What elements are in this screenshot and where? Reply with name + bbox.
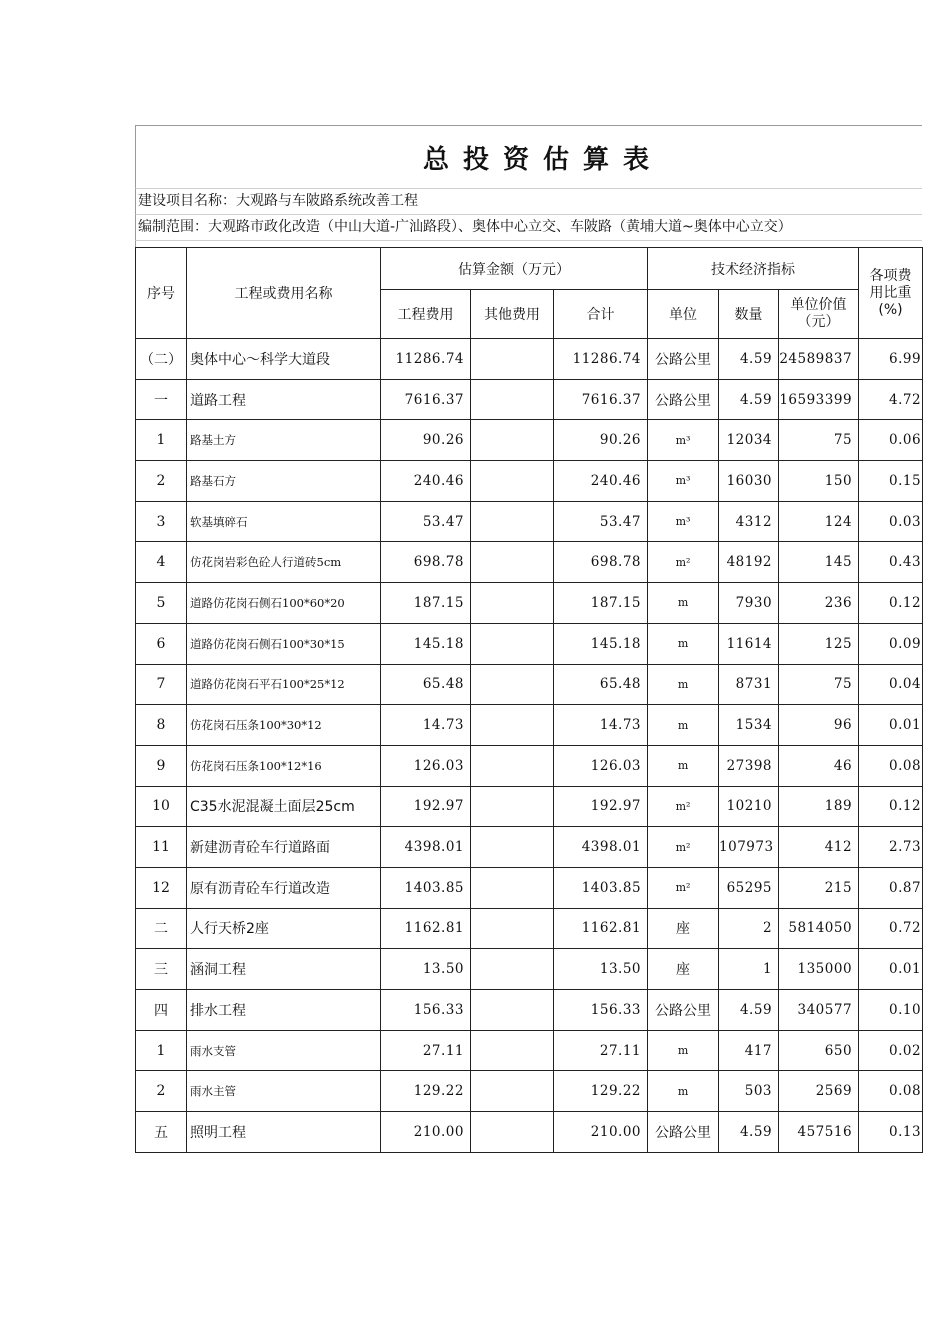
construction-cost-cell: 4398.01 bbox=[381, 827, 471, 868]
other-cost-cell bbox=[471, 1030, 554, 1071]
other-cost-cell bbox=[471, 1071, 554, 1112]
item-name-cell: 照明工程 bbox=[187, 1112, 381, 1153]
total-cell: 145.18 bbox=[554, 623, 648, 664]
other-cost-cell bbox=[471, 949, 554, 990]
unit-value-cell: 24589837 bbox=[779, 339, 859, 380]
table-row bbox=[136, 949, 923, 990]
quantity-cell: 7930 bbox=[719, 583, 779, 624]
table-row bbox=[136, 705, 923, 746]
construction-cost-cell: 13.50 bbox=[381, 949, 471, 990]
header-estimate-group: 估算金额（万元） bbox=[381, 248, 648, 290]
table-row bbox=[136, 623, 923, 664]
header-construction-cost: 工程费用 bbox=[381, 290, 471, 339]
quantity-cell: 4.59 bbox=[719, 990, 779, 1031]
other-cost-cell bbox=[471, 583, 554, 624]
seq-cell: 10 bbox=[136, 786, 187, 827]
header-ratio-line3: (%) bbox=[878, 301, 903, 318]
total-cell: 90.26 bbox=[554, 420, 648, 461]
quantity-cell: 12034 bbox=[719, 420, 779, 461]
seq-cell: 12 bbox=[136, 867, 187, 908]
table-row bbox=[136, 908, 923, 949]
other-cost-cell bbox=[471, 379, 554, 420]
ratio-cell: 6.99 bbox=[859, 339, 923, 380]
unit-cell: m² bbox=[648, 542, 719, 583]
header-other-cost: 其他费用 bbox=[471, 290, 554, 339]
quantity-cell: 107973 bbox=[719, 827, 779, 868]
total-cell: 126.03 bbox=[554, 745, 648, 786]
quantity-cell: 4312 bbox=[719, 501, 779, 542]
ratio-cell: 0.72 bbox=[859, 908, 923, 949]
ratio-cell: 0.08 bbox=[859, 1071, 923, 1112]
table-row bbox=[136, 379, 923, 420]
unit-value-cell: 125 bbox=[779, 623, 859, 664]
unit-value-cell: 46 bbox=[779, 745, 859, 786]
total-cell: 4398.01 bbox=[554, 827, 648, 868]
unit-value-cell: 96 bbox=[779, 705, 859, 746]
other-cost-cell bbox=[471, 786, 554, 827]
construction-cost-cell: 65.48 bbox=[381, 664, 471, 705]
total-cell: 1403.85 bbox=[554, 867, 648, 908]
item-name-cell: 雨水主管 bbox=[187, 1071, 381, 1112]
seq-cell: 3 bbox=[136, 501, 187, 542]
spacer-row bbox=[135, 240, 922, 247]
ratio-cell: 0.09 bbox=[859, 623, 923, 664]
seq-cell: 9 bbox=[136, 745, 187, 786]
total-cell: 192.97 bbox=[554, 786, 648, 827]
unit-value-cell: 135000 bbox=[779, 949, 859, 990]
construction-cost-cell: 1162.81 bbox=[381, 908, 471, 949]
other-cost-cell bbox=[471, 664, 554, 705]
table-row bbox=[136, 867, 923, 908]
construction-cost-cell: 53.47 bbox=[381, 501, 471, 542]
total-cell: 11286.74 bbox=[554, 339, 648, 380]
total-cell: 129.22 bbox=[554, 1071, 648, 1112]
unit-cell: m³ bbox=[648, 420, 719, 461]
header-name: 工程或费用名称 bbox=[187, 248, 381, 339]
unit-cell: m³ bbox=[648, 501, 719, 542]
item-name-cell: 原有沥青砼车行道改造 bbox=[187, 867, 381, 908]
quantity-cell: 8731 bbox=[719, 664, 779, 705]
seq-cell: 7 bbox=[136, 664, 187, 705]
item-name-cell: 软基填碎石 bbox=[187, 501, 381, 542]
unit-cell: m² bbox=[648, 786, 719, 827]
header-unit-value bbox=[779, 290, 859, 339]
item-name-cell: C35水泥混凝土面层25cm bbox=[187, 786, 381, 827]
estimate-table bbox=[135, 247, 923, 1153]
unit-cell: m bbox=[648, 664, 719, 705]
seq-cell: 2 bbox=[136, 1071, 187, 1112]
quantity-cell: 503 bbox=[719, 1071, 779, 1112]
ratio-cell: 0.04 bbox=[859, 664, 923, 705]
table-row bbox=[136, 745, 923, 786]
sheet-title: 总投资估算表 bbox=[422, 144, 663, 175]
unit-cell: m bbox=[648, 745, 719, 786]
item-name-cell: 人行天桥2座 bbox=[187, 908, 381, 949]
title-box bbox=[135, 125, 922, 188]
item-name-cell: 仿花岗石压条100*12*16 bbox=[187, 745, 381, 786]
header-unit-value-line2: （元） bbox=[797, 314, 840, 330]
other-cost-cell bbox=[471, 705, 554, 746]
quantity-cell: 417 bbox=[719, 1030, 779, 1071]
item-name-cell: 奥体中心～科学大道段 bbox=[187, 339, 381, 380]
table-row bbox=[136, 542, 923, 583]
item-name-cell: 仿花岗石压条100*30*12 bbox=[187, 705, 381, 746]
unit-cell: m bbox=[648, 1030, 719, 1071]
construction-cost-cell: 27.11 bbox=[381, 1030, 471, 1071]
header-quantity: 数量 bbox=[719, 290, 779, 339]
unit-value-cell: 75 bbox=[779, 420, 859, 461]
table-row bbox=[136, 827, 923, 868]
unit-cell: m² bbox=[648, 867, 719, 908]
ratio-cell: 2.73 bbox=[859, 827, 923, 868]
ratio-cell: 0.01 bbox=[859, 949, 923, 990]
quantity-cell: 10210 bbox=[719, 786, 779, 827]
seq-cell: 一 bbox=[136, 379, 187, 420]
total-cell: 156.33 bbox=[554, 990, 648, 1031]
header-ratio-line1: 各项费 bbox=[869, 267, 912, 284]
seq-cell: 1 bbox=[136, 1030, 187, 1071]
unit-cell: 公路公里 bbox=[648, 339, 719, 380]
construction-cost-cell: 240.46 bbox=[381, 461, 471, 502]
unit-cell: 座 bbox=[648, 949, 719, 990]
ratio-cell: 0.06 bbox=[859, 420, 923, 461]
item-name-cell: 道路工程 bbox=[187, 379, 381, 420]
unit-cell: m bbox=[648, 623, 719, 664]
seq-cell: 2 bbox=[136, 461, 187, 502]
unit-cell: m bbox=[648, 583, 719, 624]
table-row bbox=[136, 339, 923, 380]
total-cell: 27.11 bbox=[554, 1030, 648, 1071]
construction-cost-cell: 145.18 bbox=[381, 623, 471, 664]
table-row bbox=[136, 461, 923, 502]
unit-value-cell: 75 bbox=[779, 664, 859, 705]
total-cell: 7616.37 bbox=[554, 379, 648, 420]
item-name-cell: 涵洞工程 bbox=[187, 949, 381, 990]
construction-cost-cell: 11286.74 bbox=[381, 339, 471, 380]
ratio-cell: 0.08 bbox=[859, 745, 923, 786]
other-cost-cell bbox=[471, 461, 554, 502]
estimate-sheet bbox=[135, 125, 922, 1153]
table-body bbox=[136, 339, 923, 1153]
other-cost-cell bbox=[471, 339, 554, 380]
item-name-cell: 雨水支管 bbox=[187, 1030, 381, 1071]
total-cell: 698.78 bbox=[554, 542, 648, 583]
unit-value-cell: 412 bbox=[779, 827, 859, 868]
total-cell: 210.00 bbox=[554, 1112, 648, 1153]
unit-value-cell: 457516 bbox=[779, 1112, 859, 1153]
construction-cost-cell: 129.22 bbox=[381, 1071, 471, 1112]
unit-cell: m bbox=[648, 705, 719, 746]
other-cost-cell bbox=[471, 1112, 554, 1153]
ratio-cell: 0.02 bbox=[859, 1030, 923, 1071]
table-row bbox=[136, 1112, 923, 1153]
project-name: 建设项目名称：大观路与车陂路系统改善工程 bbox=[135, 188, 922, 214]
header-ratio-line2: 用比重 bbox=[869, 284, 912, 301]
seq-cell: （二） bbox=[136, 339, 187, 380]
seq-cell: 三 bbox=[136, 949, 187, 990]
unit-value-cell: 150 bbox=[779, 461, 859, 502]
unit-value-cell: 340577 bbox=[779, 990, 859, 1031]
ratio-cell: 0.15 bbox=[859, 461, 923, 502]
table-row bbox=[136, 420, 923, 461]
header-unit: 单位 bbox=[648, 290, 719, 339]
table-row bbox=[136, 501, 923, 542]
total-cell: 14.73 bbox=[554, 705, 648, 746]
construction-cost-cell: 14.73 bbox=[381, 705, 471, 746]
other-cost-cell bbox=[471, 501, 554, 542]
seq-cell: 二 bbox=[136, 908, 187, 949]
item-name-cell: 路基土方 bbox=[187, 420, 381, 461]
scope-line: 编制范围：大观路市政化改造（中山大道-广汕路段）、奥体中心立交、车陂路（黄埔大道~奥体中心立交） bbox=[135, 214, 922, 240]
quantity-cell: 27398 bbox=[719, 745, 779, 786]
ratio-cell: 0.12 bbox=[859, 786, 923, 827]
table-row bbox=[136, 1030, 923, 1071]
ratio-cell: 0.87 bbox=[859, 867, 923, 908]
total-cell: 65.48 bbox=[554, 664, 648, 705]
ratio-cell: 0.03 bbox=[859, 501, 923, 542]
construction-cost-cell: 7616.37 bbox=[381, 379, 471, 420]
unit-value-cell: 650 bbox=[779, 1030, 859, 1071]
seq-cell: 4 bbox=[136, 542, 187, 583]
item-name-cell: 道路仿花岗石侧石100*60*20 bbox=[187, 583, 381, 624]
seq-cell: 6 bbox=[136, 623, 187, 664]
total-cell: 187.15 bbox=[554, 583, 648, 624]
other-cost-cell bbox=[471, 908, 554, 949]
construction-cost-cell: 698.78 bbox=[381, 542, 471, 583]
ratio-cell: 0.12 bbox=[859, 583, 923, 624]
table-row bbox=[136, 664, 923, 705]
item-name-cell: 仿花岗岩彩色砼人行道砖5cm bbox=[187, 542, 381, 583]
other-cost-cell bbox=[471, 420, 554, 461]
quantity-cell: 1534 bbox=[719, 705, 779, 746]
unit-value-cell: 124 bbox=[779, 501, 859, 542]
unit-value-cell: 215 bbox=[779, 867, 859, 908]
unit-cell: 公路公里 bbox=[648, 379, 719, 420]
quantity-cell: 1 bbox=[719, 949, 779, 990]
quantity-cell: 4.59 bbox=[719, 1112, 779, 1153]
total-cell: 240.46 bbox=[554, 461, 648, 502]
unit-value-cell: 5814050 bbox=[779, 908, 859, 949]
table-row bbox=[136, 990, 923, 1031]
item-name-cell: 道路仿花岗石平石100*25*12 bbox=[187, 664, 381, 705]
other-cost-cell bbox=[471, 867, 554, 908]
item-name-cell: 道路仿花岗石侧石100*30*15 bbox=[187, 623, 381, 664]
unit-cell: 公路公里 bbox=[648, 1112, 719, 1153]
unit-cell: 座 bbox=[648, 908, 719, 949]
construction-cost-cell: 90.26 bbox=[381, 420, 471, 461]
header-seq: 序号 bbox=[136, 248, 187, 339]
unit-cell: m³ bbox=[648, 461, 719, 502]
ratio-cell: 0.10 bbox=[859, 990, 923, 1031]
ratio-cell: 0.43 bbox=[859, 542, 923, 583]
seq-cell: 5 bbox=[136, 583, 187, 624]
other-cost-cell bbox=[471, 745, 554, 786]
total-cell: 1162.81 bbox=[554, 908, 648, 949]
unit-cell: m² bbox=[648, 827, 719, 868]
unit-cell: 公路公里 bbox=[648, 990, 719, 1031]
unit-value-cell: 236 bbox=[779, 583, 859, 624]
unit-cell: m bbox=[648, 1071, 719, 1112]
other-cost-cell bbox=[471, 827, 554, 868]
header-unit-value-line1: 单位价值 bbox=[790, 297, 847, 313]
other-cost-cell bbox=[471, 990, 554, 1031]
header-total: 合计 bbox=[554, 290, 648, 339]
ratio-cell: 0.13 bbox=[859, 1112, 923, 1153]
quantity-cell: 65295 bbox=[719, 867, 779, 908]
unit-value-cell: 16593399 bbox=[779, 379, 859, 420]
header-ratio bbox=[859, 248, 923, 339]
unit-value-cell: 2569 bbox=[779, 1071, 859, 1112]
ratio-cell: 4.72 bbox=[859, 379, 923, 420]
other-cost-cell bbox=[471, 542, 554, 583]
table-row bbox=[136, 583, 923, 624]
construction-cost-cell: 187.15 bbox=[381, 583, 471, 624]
table-row bbox=[136, 786, 923, 827]
quantity-cell: 2 bbox=[719, 908, 779, 949]
total-cell: 53.47 bbox=[554, 501, 648, 542]
quantity-cell: 48192 bbox=[719, 542, 779, 583]
quantity-cell: 16030 bbox=[719, 461, 779, 502]
seq-cell: 四 bbox=[136, 990, 187, 1031]
header-tech-group: 技术经济指标 bbox=[648, 248, 859, 290]
seq-cell: 1 bbox=[136, 420, 187, 461]
other-cost-cell bbox=[471, 623, 554, 664]
seq-cell: 五 bbox=[136, 1112, 187, 1153]
quantity-cell: 11614 bbox=[719, 623, 779, 664]
seq-cell: 8 bbox=[136, 705, 187, 746]
item-name-cell: 路基石方 bbox=[187, 461, 381, 502]
unit-value-cell: 145 bbox=[779, 542, 859, 583]
construction-cost-cell: 1403.85 bbox=[381, 867, 471, 908]
item-name-cell: 新建沥青砼车行道路面 bbox=[187, 827, 381, 868]
total-cell: 13.50 bbox=[554, 949, 648, 990]
table-row bbox=[136, 1071, 923, 1112]
quantity-cell: 4.59 bbox=[719, 379, 779, 420]
construction-cost-cell: 192.97 bbox=[381, 786, 471, 827]
construction-cost-cell: 156.33 bbox=[381, 990, 471, 1031]
construction-cost-cell: 210.00 bbox=[381, 1112, 471, 1153]
ratio-cell: 0.01 bbox=[859, 705, 923, 746]
unit-value-cell: 189 bbox=[779, 786, 859, 827]
quantity-cell: 4.59 bbox=[719, 339, 779, 380]
seq-cell: 11 bbox=[136, 827, 187, 868]
construction-cost-cell: 126.03 bbox=[381, 745, 471, 786]
item-name-cell: 排水工程 bbox=[187, 990, 381, 1031]
